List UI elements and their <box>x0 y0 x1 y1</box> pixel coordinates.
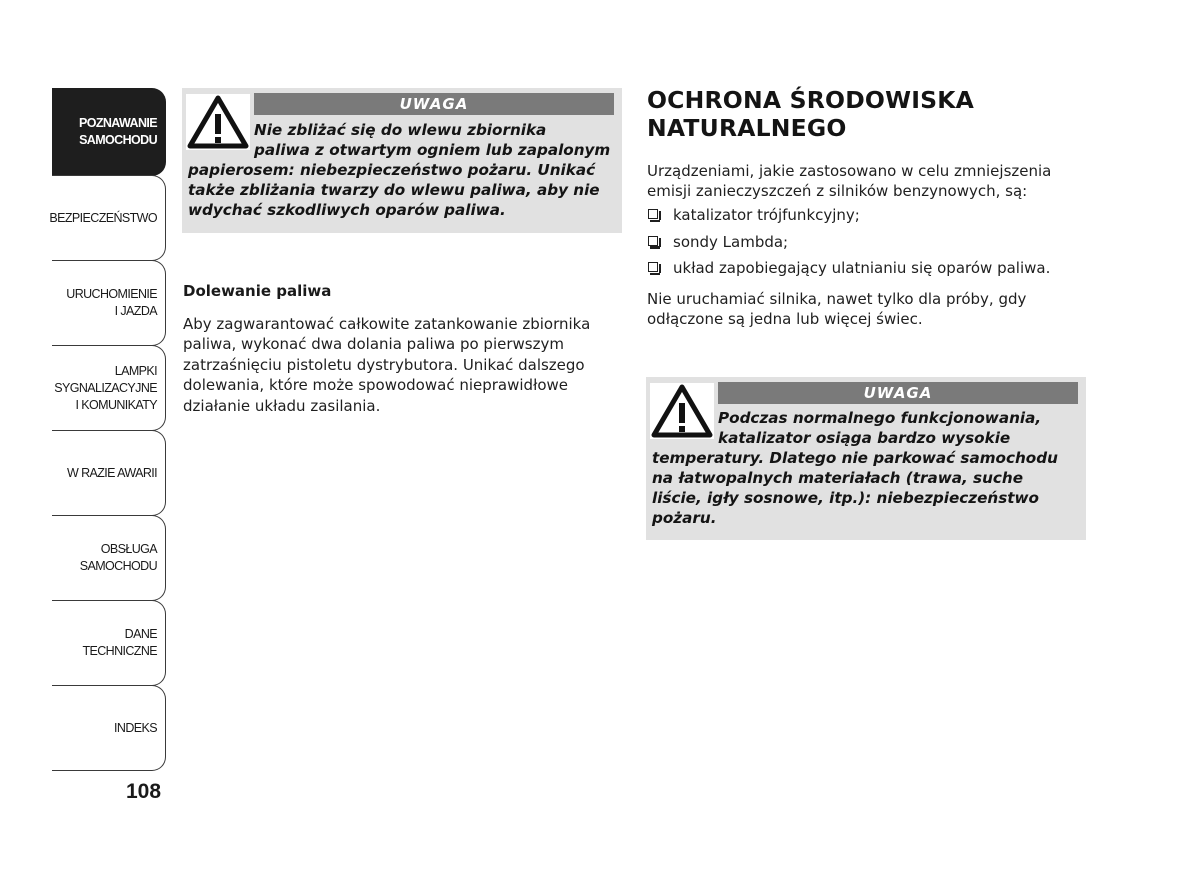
warning-line: Podczas normalnego funkcjonowania, <box>718 409 1042 427</box>
tab-w-razie-awarii[interactable] <box>52 430 166 516</box>
warning-heading: UWAGA <box>718 382 1078 404</box>
warning-line: temperatury. Dlatego nie parkować samochodu <box>652 449 1058 467</box>
tab-uruchomienie-i-jazda[interactable] <box>52 260 166 346</box>
tab-indeks[interactable] <box>52 685 166 771</box>
warning-text <box>182 88 622 233</box>
tab-label: INDEKS <box>114 720 157 735</box>
list-item-text: sondy Lambda; <box>673 232 789 251</box>
device-list <box>647 205 1050 285</box>
tab-obsluga-samochodu[interactable] <box>52 515 166 601</box>
text-line: paliwa, wykonać dwa dolania paliwa po pierwszym <box>183 335 564 354</box>
warning-line: paliwa z otwartym ogniem lub zapalonym <box>254 141 611 159</box>
tab-label: URUCHOMIENIE I JAZDA <box>66 287 157 318</box>
text-line: emisji zanieczyszczeń z silników benzynowych, są: <box>647 182 1028 201</box>
tab-dane-techniczne[interactable] <box>52 600 166 686</box>
warning-line: pożaru. <box>652 509 717 527</box>
warning-line: wdychać szkodliwych oparów paliwa. <box>188 201 506 219</box>
text-line: Nie uruchamiać silnika, nawet tylko dla próby, gdy <box>647 290 1027 308</box>
tab-label: POZNAWANIE SAMOCHODU <box>78 116 157 147</box>
tab-label: OBSŁUGA SAMOCHODU <box>79 542 157 573</box>
warning-box-catalyst <box>646 377 1086 540</box>
warning-line: Nie zbliżać się do wlewu zbiornika <box>254 121 547 139</box>
warning-line: liście, igły sosnowe, itp.): niebezpieczeństwo <box>652 489 1039 507</box>
tab-label: BEZPIECZEŃSTWO <box>49 210 157 225</box>
list-item <box>647 258 1050 278</box>
text-line: dolewania, które może spowodować nieprawidłowe <box>183 376 569 395</box>
warning-line: katalizator osiąga bardzo wysokie <box>718 429 1011 447</box>
warning-text <box>646 377 1086 540</box>
text-line: Urządzeniami, jakie zastosowano w celu zmniejszenia <box>647 162 1052 180</box>
warning-heading: UWAGA <box>254 93 614 115</box>
checkbox-bullet-icon <box>648 209 658 219</box>
text-line: Aby zagwarantować całkowite zatankowanie zbiornika <box>183 315 591 333</box>
text-line: odłączone są jedna lub więcej świec. <box>647 310 923 329</box>
warning-line: także zbliżania twarzy do wlewu paliwa, aby nie <box>188 181 600 199</box>
tab-label: DANE TECHNICZNE <box>82 627 157 658</box>
title-line: NATURALNEGO <box>647 114 847 142</box>
list-item-text: katalizator trójfunkcyjny; <box>673 206 860 224</box>
text-line: zatrzaśnięciu pistoletu dystrybutora. Unikać dalszego <box>183 355 585 374</box>
warning-line: na łatwopalnych materiałach (trawa, suche <box>652 469 1024 487</box>
refuel-heading: Dolewanie paliwa <box>183 282 332 300</box>
page-number: 108 <box>126 780 162 803</box>
section-title <box>647 86 974 142</box>
checkbox-bullet-icon <box>648 236 658 246</box>
list-item <box>647 232 1050 252</box>
tab-lampki-sygnalizacyjne[interactable] <box>52 345 166 431</box>
refuel-paragraph <box>183 314 590 416</box>
list-item-text: układ zapobiegający ulatnianiu się oparów paliwa. <box>673 259 1051 278</box>
checkbox-bullet-icon <box>648 262 658 272</box>
warning-box-fuel <box>182 88 622 233</box>
tab-bezpieczenstwo[interactable] <box>49 175 166 261</box>
text-line: działanie układu zasilania. <box>183 396 381 415</box>
environment-note <box>647 289 1026 330</box>
environment-intro <box>647 161 1051 202</box>
list-item <box>647 205 1050 225</box>
tab-label: W RAZIE AWARII <box>67 465 157 480</box>
warning-line: papierosem: niebezpieczeństwo pożaru. Unikać <box>188 161 596 179</box>
title-line: OCHRONA ŚRODOWISKA <box>647 86 975 114</box>
tab-poznawanie-samochodu[interactable] <box>52 88 166 176</box>
tab-label: LAMPKI SYGNALIZACYJNE I KOMUNIKATY <box>54 363 157 412</box>
